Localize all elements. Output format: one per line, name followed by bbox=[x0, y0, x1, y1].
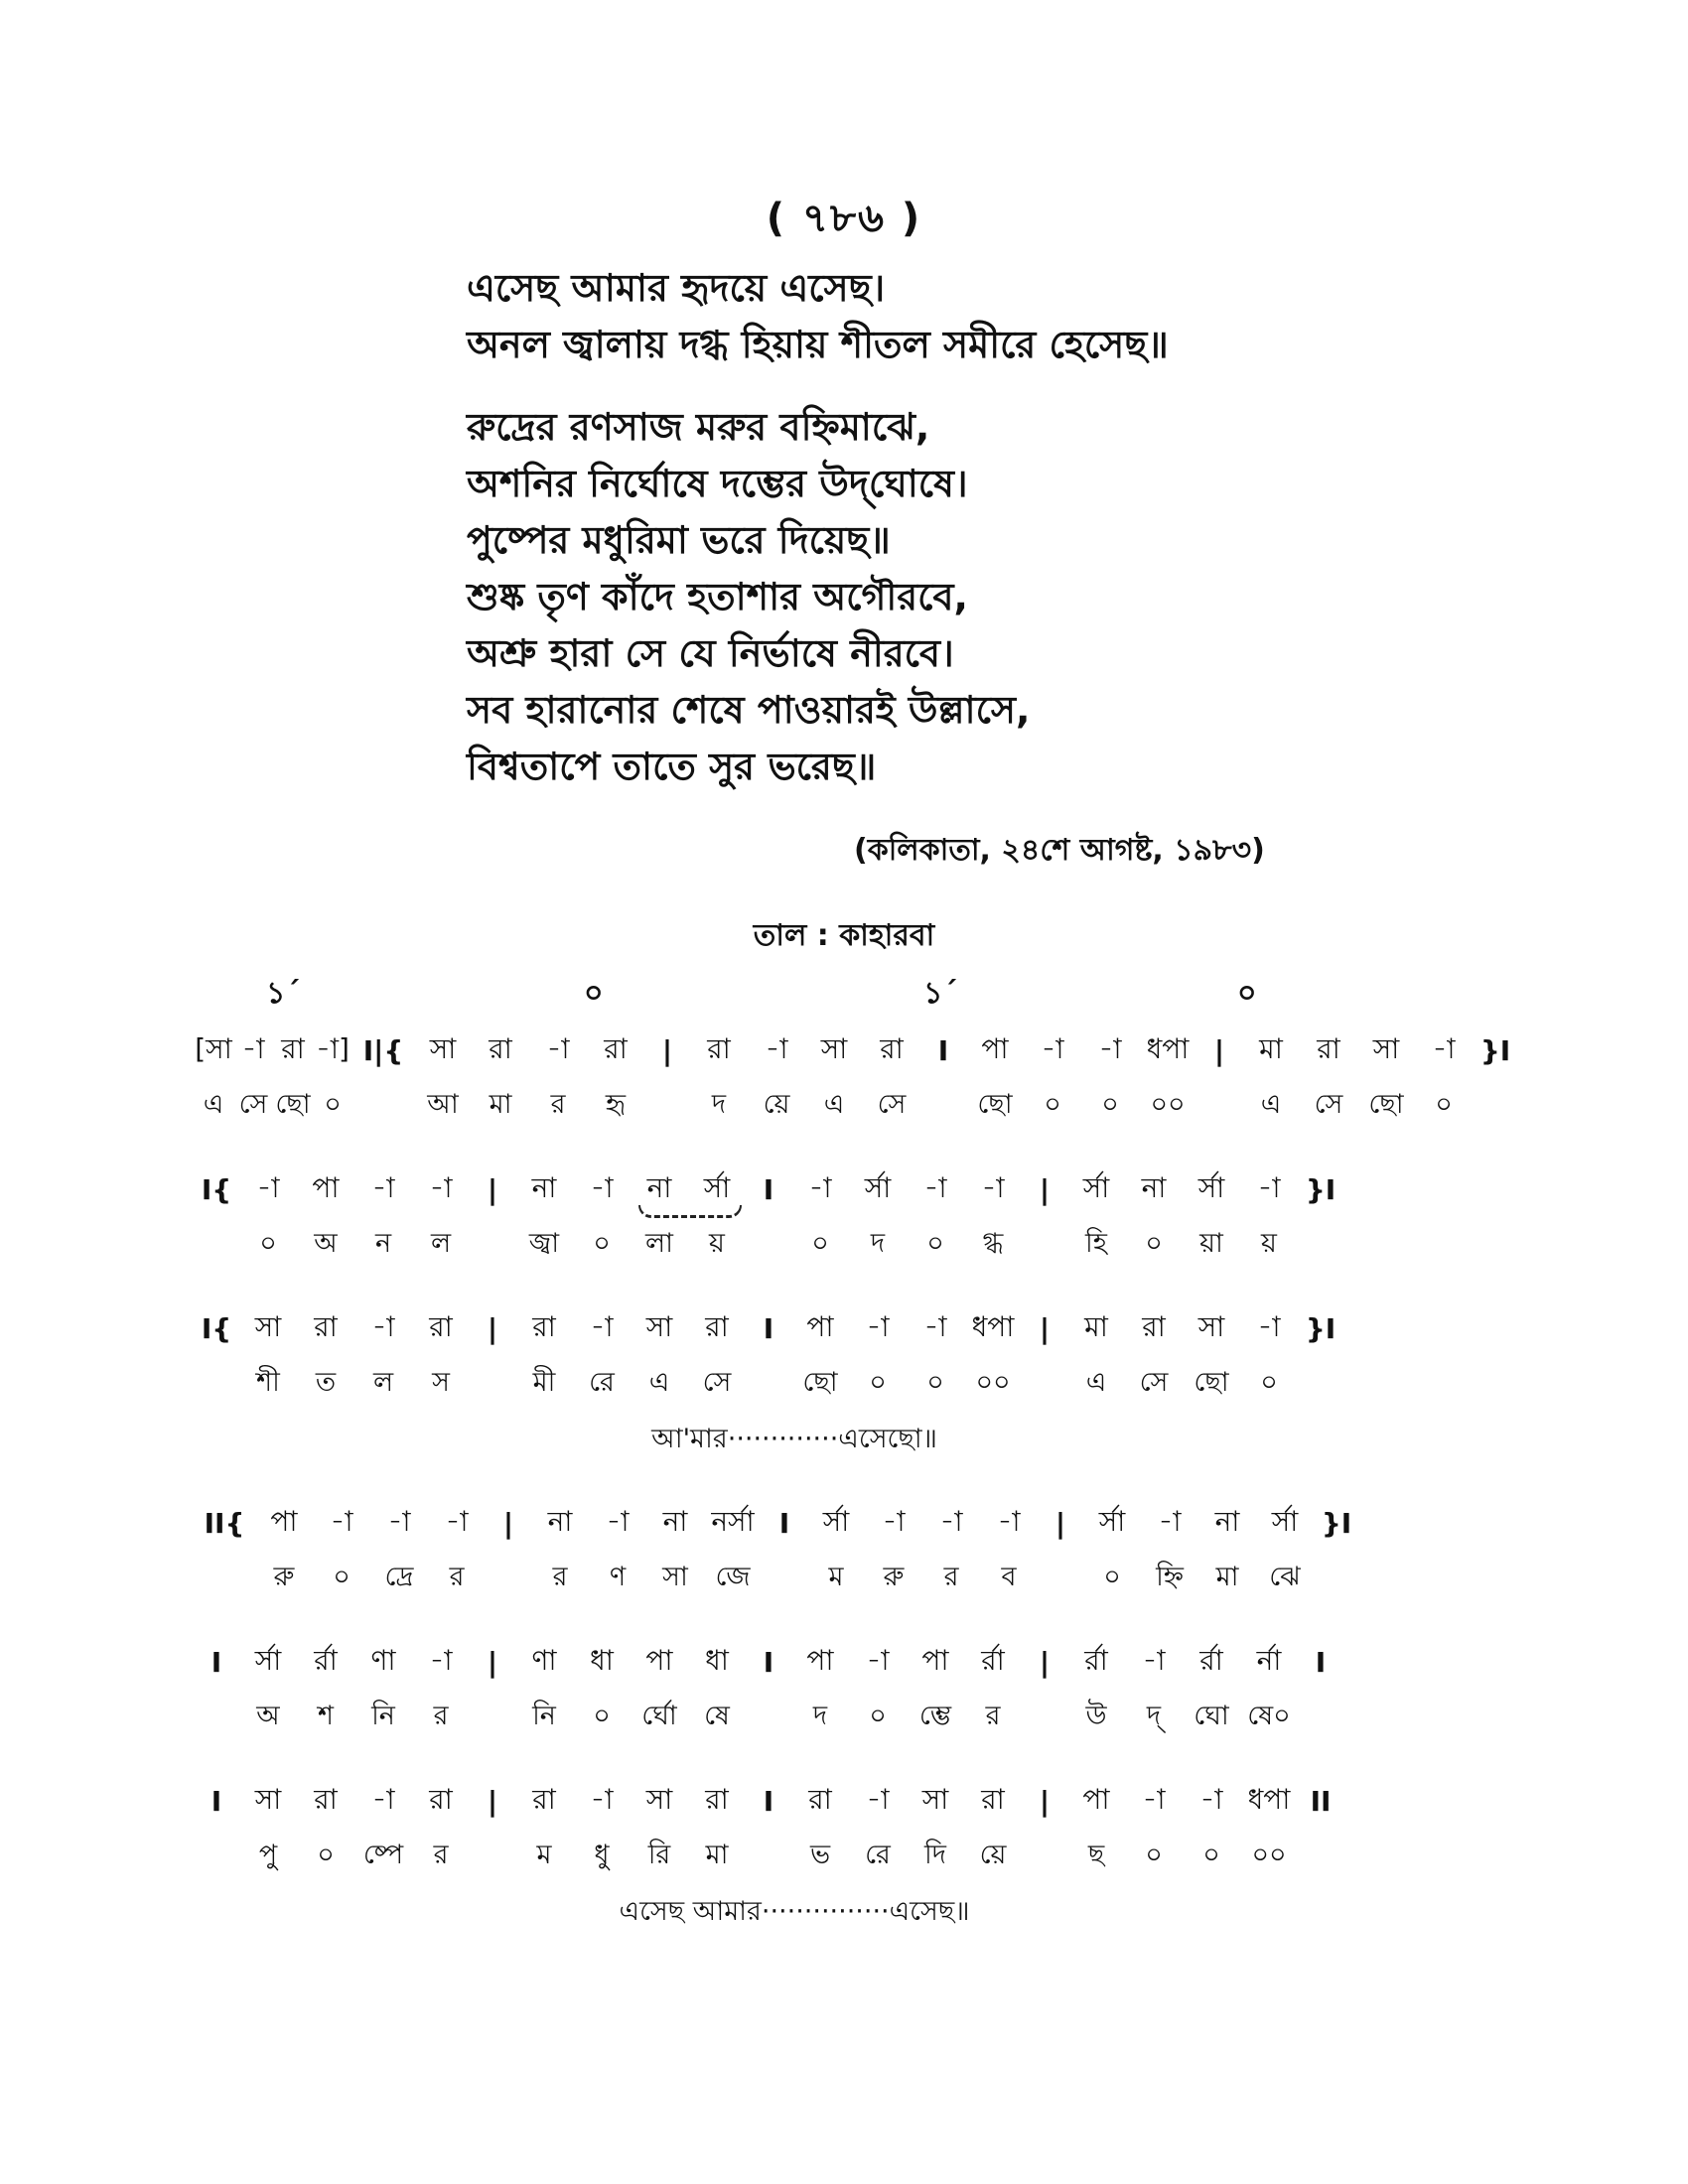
swar-note: র্না bbox=[1256, 1643, 1282, 1677]
lyric-syllable: ষে bbox=[704, 1700, 730, 1731]
lyric-syllable: ০ bbox=[593, 1700, 611, 1731]
lyric-syllable: নি bbox=[532, 1700, 556, 1731]
lyric-syllable: ০ bbox=[1260, 1366, 1278, 1398]
poem-line: পুষ্পের মধুরিমা ভরে দিয়েছ॥ bbox=[467, 518, 891, 562]
poem-line: অশ্রু হারা সে যে নির্ভাষে নীরবে। bbox=[467, 631, 954, 675]
swar-note: রা bbox=[532, 1782, 556, 1816]
swar-note: -া bbox=[1142, 1782, 1166, 1816]
poem-line: অনল জ্বালায় দগ্ধ হিয়ায় শীতল সমীরে হেসেছ॥ bbox=[467, 323, 1169, 366]
swar-note: রা bbox=[981, 1782, 1005, 1816]
swar-note: রা bbox=[429, 1782, 453, 1816]
swar-note: সা bbox=[645, 1309, 673, 1343]
swar-note: র্সা bbox=[864, 1170, 892, 1204]
swar-note: মা bbox=[1084, 1309, 1108, 1343]
swar-note: -া bbox=[330, 1504, 353, 1538]
swar-row bbox=[194, 1300, 1514, 1356]
lyric-syllable: ম bbox=[828, 1561, 844, 1592]
lyric-syllable: সে bbox=[877, 1088, 907, 1120]
lyric-syllable: অ bbox=[314, 1227, 338, 1259]
lyric-syllable: ম্ভে bbox=[918, 1700, 952, 1731]
lyric-syllable: ০ bbox=[317, 1839, 335, 1870]
lyric-syllable: র bbox=[433, 1700, 449, 1731]
swar-note: রা bbox=[705, 1309, 729, 1343]
swar-note: সা bbox=[820, 1031, 848, 1065]
notation-block bbox=[194, 1161, 1514, 1273]
swar-note: -া bbox=[939, 1504, 963, 1538]
swar-note: -া bbox=[371, 1170, 395, 1204]
bar-line: I{ bbox=[201, 1172, 232, 1206]
bar-line: I bbox=[763, 1311, 774, 1345]
stanza bbox=[467, 399, 1559, 795]
lyric-syllable: র bbox=[552, 1561, 568, 1592]
lyric-syllable: মা bbox=[1215, 1561, 1239, 1592]
swar-row bbox=[194, 1495, 1514, 1551]
lyric-row bbox=[194, 1217, 1514, 1273]
swar-note: -া bbox=[429, 1170, 453, 1204]
taal-heading: তাল : কাহারবা bbox=[753, 918, 935, 953]
lyric-syllable: রে bbox=[589, 1366, 615, 1398]
swar-note: র্সা bbox=[1197, 1170, 1225, 1204]
tali-mark: ১´ bbox=[266, 976, 301, 1011]
swar-note: সা bbox=[254, 1309, 282, 1343]
swar-note: সা bbox=[1372, 1031, 1400, 1065]
bar-line: | bbox=[487, 1784, 498, 1818]
bar-line: | bbox=[1213, 1033, 1225, 1067]
swar-note: সা bbox=[429, 1031, 457, 1065]
swar-note: -া bbox=[882, 1504, 906, 1538]
lyric-syllable: ০ bbox=[324, 1088, 342, 1120]
lyric-syllable: মা bbox=[489, 1088, 512, 1120]
bar-line: | bbox=[487, 1311, 498, 1345]
lyric-syllable: রু bbox=[883, 1561, 905, 1592]
lyric-syllable: ০ bbox=[1145, 1227, 1163, 1259]
swar-note: রা bbox=[281, 1031, 305, 1065]
swar-note: সা bbox=[645, 1782, 673, 1816]
bar-line: | bbox=[661, 1033, 673, 1067]
swar-row bbox=[194, 1773, 1514, 1829]
swar-note: না bbox=[1141, 1170, 1167, 1204]
swar-note: র্সা bbox=[1082, 1170, 1110, 1204]
notation-block bbox=[194, 1495, 1514, 1606]
tali-marks bbox=[0, 969, 1688, 1013]
poem-line: বিশ্বতাপে তাতে সুর ভরেছ॥ bbox=[467, 745, 877, 788]
lyric-syllable: য়ে bbox=[763, 1088, 790, 1120]
lyric-syllable: ছো bbox=[1368, 1088, 1404, 1120]
lyric-syllable: ছো bbox=[977, 1088, 1013, 1120]
tali-mark: ১´ bbox=[923, 976, 958, 1011]
lyric-syllable: মী bbox=[532, 1366, 556, 1398]
swar-note: রা bbox=[707, 1031, 731, 1065]
poem-line: রুদ্রের রণসাজ মরুর বহ্নিমাঝে, bbox=[467, 405, 930, 449]
swar-note: সা bbox=[1197, 1309, 1225, 1343]
lyric-syllable: য় bbox=[709, 1227, 725, 1259]
swar-note: -া bbox=[1199, 1782, 1223, 1816]
swar-note: সা bbox=[921, 1782, 949, 1816]
lyric-syllable: র bbox=[449, 1561, 465, 1592]
lyric-syllable: হৃ bbox=[605, 1088, 627, 1120]
bar-line: }I bbox=[1321, 1506, 1352, 1540]
lyric-syllable: দি bbox=[924, 1839, 946, 1870]
bar-line: I bbox=[763, 1784, 774, 1818]
lyric-syllable: র্ঘো bbox=[641, 1700, 677, 1731]
swar-note: না bbox=[1214, 1504, 1240, 1538]
swar-note: র্সা bbox=[822, 1504, 850, 1538]
bar-line: I bbox=[1315, 1645, 1327, 1679]
swar-note: রা bbox=[314, 1309, 338, 1343]
swar-note: -া bbox=[445, 1504, 469, 1538]
notation-block bbox=[194, 1773, 1514, 1940]
swar-note: পা bbox=[806, 1643, 834, 1677]
lyric-row bbox=[194, 1690, 1514, 1745]
lyric-syllable: ০ bbox=[1044, 1088, 1061, 1120]
lyric-syllable: পু bbox=[258, 1839, 278, 1870]
swar-note: পা bbox=[921, 1643, 949, 1677]
swar-note: -া bbox=[1257, 1170, 1281, 1204]
poem-line: এসেছ আমার হৃদয়ে এসেছ। bbox=[467, 266, 886, 310]
swar-note: না bbox=[531, 1170, 557, 1204]
lyric-syllable: র bbox=[985, 1700, 1001, 1731]
swar-note: -া bbox=[1098, 1031, 1122, 1065]
lyric-syllable: ছো bbox=[802, 1366, 838, 1398]
lyric-syllable: ০ bbox=[1101, 1088, 1119, 1120]
lyric-syllable: স bbox=[432, 1366, 450, 1398]
khali-mark: ০ bbox=[584, 976, 604, 1011]
khali-mark: ০ bbox=[1237, 976, 1257, 1011]
lyric-syllable: ধু bbox=[594, 1839, 610, 1870]
bar-line: | bbox=[1039, 1172, 1051, 1206]
lyric-syllable: ০ bbox=[593, 1227, 611, 1259]
lyric-syllable: ০ bbox=[869, 1700, 887, 1731]
lyric-syllable: র bbox=[433, 1839, 449, 1870]
lyric-syllable: এ bbox=[648, 1366, 670, 1398]
bar-line: I bbox=[778, 1506, 790, 1540]
lyric-syllable: এ bbox=[823, 1088, 845, 1120]
swar-note: র্সা bbox=[254, 1643, 282, 1677]
swar-note: -া bbox=[256, 1170, 280, 1204]
bar-line: I{ bbox=[201, 1311, 232, 1345]
page-number: ( ৭৮৬ ) bbox=[766, 196, 922, 241]
notation-block bbox=[194, 1634, 1514, 1745]
refrain-line: এসেছ আমার···············এসেছ॥ bbox=[619, 1896, 970, 1927]
lyric-syllable: রে bbox=[865, 1839, 891, 1870]
lyric-syllable: লা bbox=[645, 1227, 673, 1259]
bar-line: | bbox=[1039, 1645, 1051, 1679]
lyric-syllable: রু bbox=[273, 1561, 295, 1592]
bar-line: | bbox=[1055, 1506, 1066, 1540]
swar-note: -া bbox=[923, 1170, 947, 1204]
lyric-syllable: এ bbox=[1085, 1366, 1107, 1398]
lyric-syllable: য়া bbox=[1199, 1227, 1223, 1259]
swar-note: রা bbox=[1142, 1309, 1166, 1343]
lyric-syllable: র bbox=[943, 1561, 959, 1592]
swar-note: মা bbox=[1259, 1031, 1283, 1065]
lyric-syllable: রি bbox=[647, 1839, 671, 1870]
bar-line: I|{ bbox=[362, 1033, 404, 1067]
lyric-syllable: এ bbox=[203, 1088, 224, 1120]
swar-note: ধপা bbox=[1247, 1782, 1291, 1816]
bar-line: I bbox=[763, 1645, 774, 1679]
swar-note: ধা bbox=[590, 1643, 614, 1677]
swar-note: -া bbox=[808, 1170, 832, 1204]
lyric-syllable: জে bbox=[715, 1561, 751, 1592]
notation-block bbox=[194, 1300, 1514, 1467]
lyric-syllable: ভ bbox=[809, 1839, 831, 1870]
lyric-syllable: শী bbox=[256, 1366, 280, 1398]
bar-line: }I bbox=[1305, 1172, 1336, 1206]
bar-line: II bbox=[1310, 1784, 1332, 1818]
lyric-syllable: মা bbox=[705, 1839, 729, 1870]
swar-note: -া bbox=[546, 1031, 570, 1065]
swar-note: রা bbox=[314, 1782, 338, 1816]
swar-note: র্রা bbox=[314, 1643, 338, 1677]
lyric-syllable: দ্ bbox=[1146, 1700, 1162, 1731]
swar-note: র্রা bbox=[1084, 1643, 1108, 1677]
swar-note: না bbox=[662, 1504, 688, 1538]
swar-note: পা bbox=[645, 1643, 673, 1677]
poem bbox=[467, 260, 1559, 821]
lyric-syllable: ন bbox=[374, 1227, 392, 1259]
lyric-syllable: ০ bbox=[926, 1227, 944, 1259]
swar-note: [সা bbox=[195, 1031, 232, 1065]
stanza bbox=[467, 260, 1559, 373]
swar-note: সা bbox=[254, 1782, 282, 1816]
lyric-syllable: সে bbox=[702, 1366, 732, 1398]
swar-note: -া bbox=[590, 1309, 614, 1343]
swar-row bbox=[194, 1161, 1514, 1217]
swar-note: -া bbox=[606, 1504, 630, 1538]
bar-line: | bbox=[487, 1172, 498, 1206]
lyric-syllable: য়ে bbox=[979, 1839, 1007, 1870]
lyric-syllable: সা bbox=[662, 1561, 688, 1592]
swar-note: রা bbox=[1317, 1031, 1340, 1065]
lyric-syllable: ০ bbox=[926, 1366, 944, 1398]
lyric-syllable: ঝে bbox=[1269, 1561, 1301, 1592]
lyric-syllable: ০ bbox=[333, 1561, 351, 1592]
bar-line: | bbox=[502, 1506, 514, 1540]
lyric-syllable: ঘো bbox=[1194, 1700, 1229, 1731]
swar-note: -া bbox=[1041, 1031, 1064, 1065]
bar-line: I bbox=[763, 1172, 774, 1206]
swar-row bbox=[194, 1023, 1514, 1078]
swar-note: -া bbox=[371, 1782, 395, 1816]
poem-line: শুষ্ক তৃণ কাঁদে হতাশার অগৌরবে, bbox=[467, 575, 968, 618]
notation-block bbox=[194, 1023, 1514, 1134]
swar-note: -া bbox=[371, 1309, 395, 1343]
lyric-syllable: ০ bbox=[259, 1227, 277, 1259]
lyric-syllable: ছ bbox=[1087, 1839, 1105, 1870]
lyric-syllable: অ bbox=[256, 1700, 280, 1731]
lyric-syllable: ০০ bbox=[1251, 1839, 1287, 1870]
swar-note: -া bbox=[1158, 1504, 1182, 1538]
lyric-syllable: য় bbox=[1261, 1227, 1277, 1259]
swar-note: -া bbox=[1257, 1309, 1281, 1343]
swar-note: -া bbox=[590, 1782, 614, 1816]
lyric-syllable: দ্রে bbox=[384, 1561, 414, 1592]
swar-note: -া bbox=[241, 1031, 265, 1065]
swar-note: ণা bbox=[370, 1643, 396, 1677]
swar-note: রা bbox=[705, 1782, 729, 1816]
lyric-syllable: ছো bbox=[1194, 1366, 1229, 1398]
swar-note: ধপা bbox=[971, 1309, 1015, 1343]
swar-row bbox=[194, 1634, 1514, 1690]
swar-note: ধা bbox=[705, 1643, 729, 1677]
swar-note: -া] bbox=[316, 1031, 350, 1065]
swar-note: পা bbox=[981, 1031, 1009, 1065]
lyric-syllable: আ bbox=[427, 1088, 459, 1120]
swar-note: -া bbox=[387, 1504, 411, 1538]
bar-line: | bbox=[1039, 1784, 1051, 1818]
swar-note: র্সা bbox=[703, 1170, 731, 1204]
swar-note: পা bbox=[806, 1309, 834, 1343]
swar-note: রা bbox=[604, 1031, 628, 1065]
lyric-syllable: ত bbox=[315, 1366, 337, 1398]
lyric-syllable: হি bbox=[1085, 1227, 1107, 1259]
bar-line: | bbox=[1039, 1311, 1051, 1345]
swar-note: -া bbox=[429, 1643, 453, 1677]
lyric-syllable: জ্বা bbox=[528, 1227, 560, 1259]
swar-note: -া bbox=[1142, 1643, 1166, 1677]
lyric-syllable: ০ bbox=[811, 1227, 829, 1259]
lyric-syllable: দ bbox=[812, 1700, 828, 1731]
dateline: (কলিকাতা, ২৪শে আগষ্ট, ১৯৮৩) bbox=[854, 833, 1265, 868]
swar-note: রা bbox=[489, 1031, 512, 1065]
lyric-syllable: ম bbox=[536, 1839, 552, 1870]
lyric-syllable: ০ bbox=[1435, 1088, 1453, 1120]
lyric-syllable: নি bbox=[371, 1700, 395, 1731]
swar-note: ণা bbox=[531, 1643, 557, 1677]
notation bbox=[194, 1023, 1514, 1968]
swar-note: র্সা bbox=[1271, 1504, 1299, 1538]
lyric-syllable: ০ bbox=[1145, 1839, 1163, 1870]
lyric-syllable: এ bbox=[1260, 1088, 1282, 1120]
lyric-syllable: শ bbox=[318, 1700, 334, 1731]
lyric-syllable: উ bbox=[1085, 1700, 1107, 1731]
poem-line: সব হারানোর শেষে পাওয়ারই উল্লাসে, bbox=[467, 688, 1031, 732]
lyric-syllable: সে bbox=[238, 1088, 268, 1120]
swar-note: -া bbox=[866, 1643, 890, 1677]
swar-note: রা bbox=[880, 1031, 904, 1065]
lyric-syllable: ০ bbox=[869, 1366, 887, 1398]
swar-note: পা bbox=[1082, 1782, 1110, 1816]
bar-line: I bbox=[211, 1784, 222, 1818]
meend-slur bbox=[638, 1205, 742, 1218]
swar-note: -া bbox=[997, 1504, 1021, 1538]
lyric-syllable: ষ্পে bbox=[362, 1839, 404, 1870]
lyric-syllable: ল bbox=[430, 1227, 452, 1259]
swar-note: পা bbox=[312, 1170, 340, 1204]
lyric-row bbox=[194, 1356, 1514, 1412]
poem-line: অশনির নির্ঘোষে দম্ভের উদ্‌ঘোষে। bbox=[467, 462, 968, 505]
lyric-syllable: দ bbox=[711, 1088, 727, 1120]
swar-note: -া bbox=[923, 1309, 947, 1343]
swar-note: -া bbox=[765, 1031, 788, 1065]
lyric-row bbox=[194, 1551, 1514, 1606]
lyric-syllable: হ্নি bbox=[1156, 1561, 1184, 1592]
lyric-syllable: র bbox=[550, 1088, 566, 1120]
lyric-syllable: ০ bbox=[1103, 1561, 1121, 1592]
lyric-syllable: সে bbox=[1314, 1088, 1343, 1120]
swar-note: রা bbox=[808, 1782, 832, 1816]
swar-note: পা bbox=[270, 1504, 298, 1538]
lyric-syllable: গ্ধ bbox=[982, 1227, 1004, 1259]
lyric-syllable: সে bbox=[1139, 1366, 1169, 1398]
lyric-syllable: ০০ bbox=[975, 1366, 1011, 1398]
swar-note: -া bbox=[1432, 1031, 1456, 1065]
bar-line: I bbox=[211, 1645, 222, 1679]
lyric-syllable: ০০ bbox=[1150, 1088, 1186, 1120]
lyric-syllable: ল bbox=[372, 1366, 394, 1398]
swar-note: রা bbox=[429, 1309, 453, 1343]
swar-note: -া bbox=[981, 1170, 1005, 1204]
lyric-syllable: ছো bbox=[275, 1088, 311, 1120]
lyric-syllable: ব bbox=[1001, 1561, 1017, 1592]
swar-note: র্সা bbox=[1098, 1504, 1126, 1538]
bar-line: I bbox=[937, 1033, 949, 1067]
bar-line: II{ bbox=[204, 1506, 245, 1540]
lyric-row bbox=[194, 1829, 1514, 1884]
lyric-row bbox=[194, 1078, 1514, 1134]
swar-note: -া bbox=[866, 1782, 890, 1816]
swar-note: ধপা bbox=[1146, 1031, 1190, 1065]
bar-line: | bbox=[487, 1645, 498, 1679]
lyric-syllable: দ bbox=[870, 1227, 886, 1259]
bar-line: }I bbox=[1305, 1311, 1336, 1345]
swar-note: র্রা bbox=[1199, 1643, 1223, 1677]
swar-note: নর্সা bbox=[711, 1504, 755, 1538]
swar-note: না bbox=[646, 1170, 672, 1204]
lyric-syllable: ০ bbox=[1202, 1839, 1220, 1870]
swar-note: রা bbox=[532, 1309, 556, 1343]
bar-line: }I bbox=[1479, 1033, 1511, 1067]
lyric-syllable: ণ bbox=[609, 1561, 627, 1592]
swar-note: -া bbox=[590, 1170, 614, 1204]
swar-note: র্রা bbox=[981, 1643, 1005, 1677]
swar-note: না bbox=[547, 1504, 573, 1538]
swar-note: -া bbox=[866, 1309, 890, 1343]
refrain-line: আ'মার·············এসেছো॥ bbox=[651, 1424, 937, 1454]
lyric-syllable: ষে০ bbox=[1247, 1700, 1291, 1731]
